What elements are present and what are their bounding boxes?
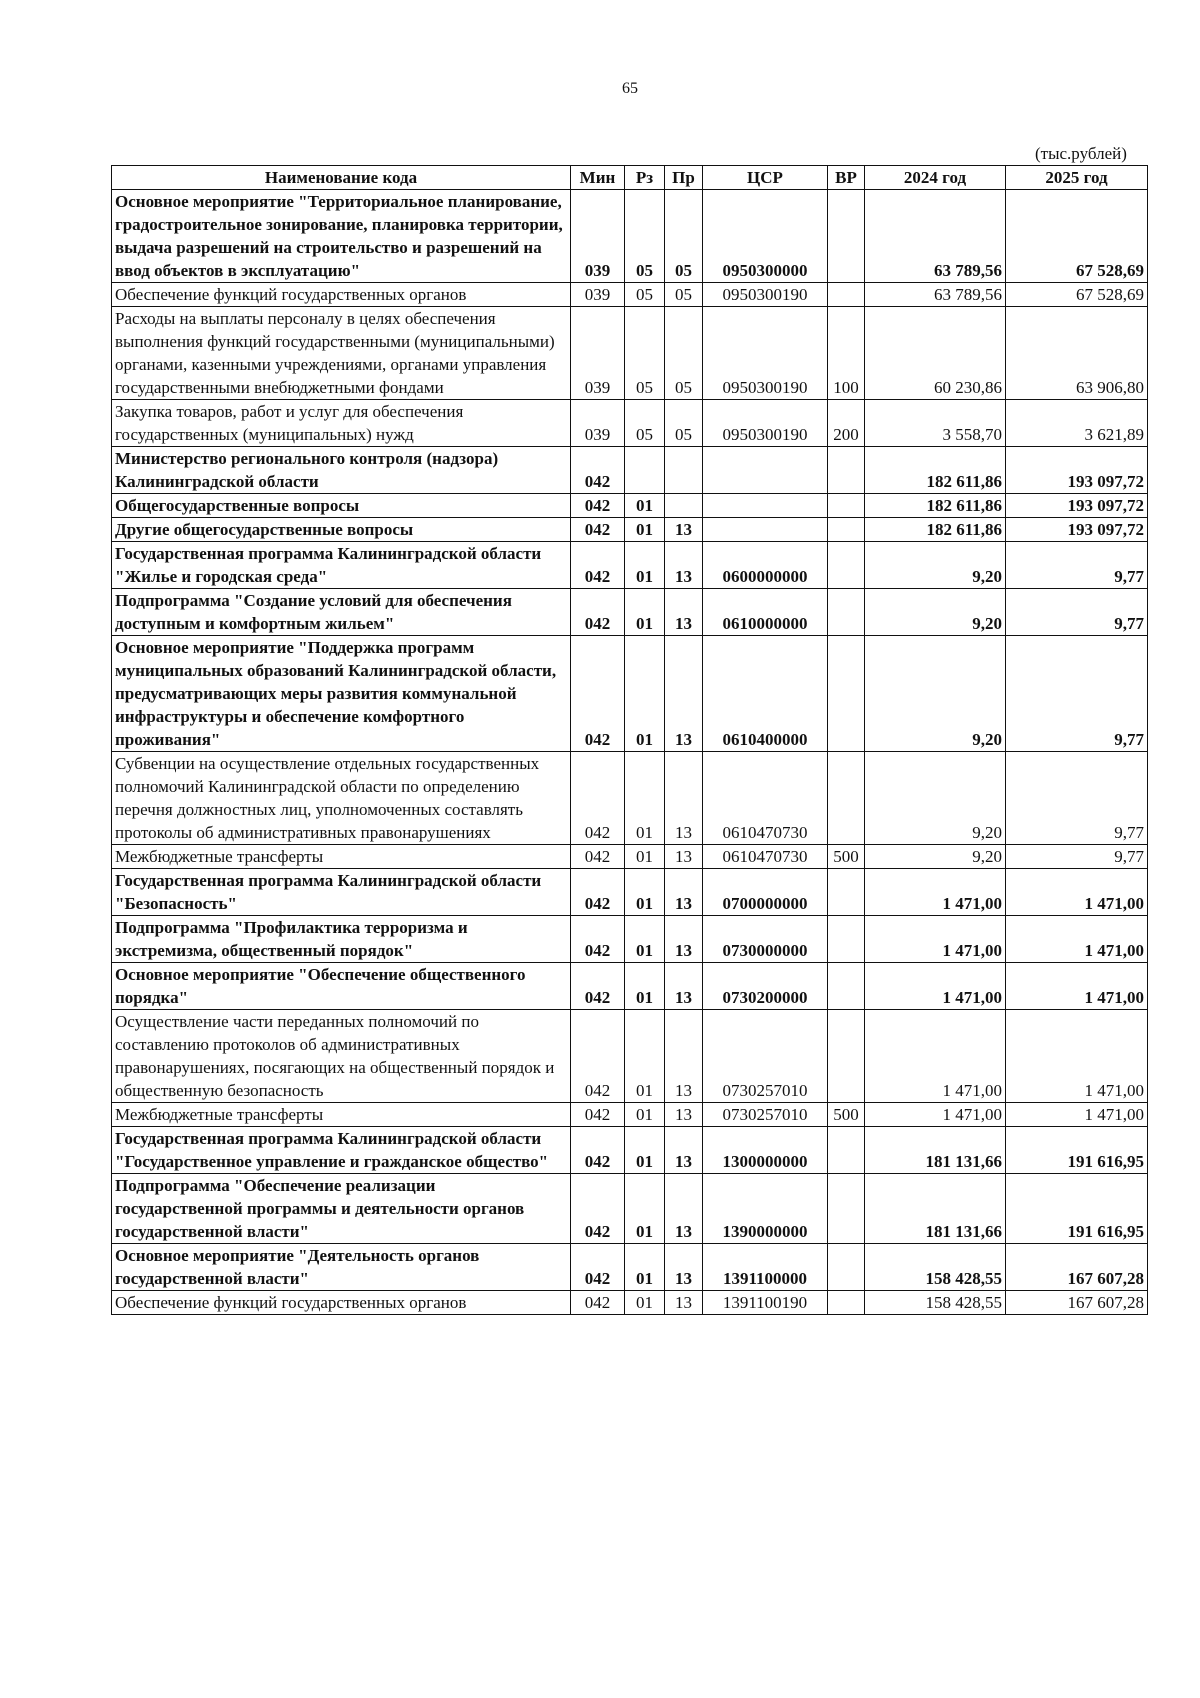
cell-name: Основное мероприятие "Поддержка программ муниципальных образований Калининградской области, предусматривающих меры развития коммунальной инфраструктуры и обеспечение комфортного проживания" (112, 636, 571, 752)
cell-pr: 13 (665, 1174, 703, 1244)
cell-min: 039 (571, 307, 625, 400)
cell-min: 042 (571, 869, 625, 916)
cell-2025: 9,77 (1006, 752, 1148, 845)
cell-2024: 3 558,70 (865, 400, 1006, 447)
cell-pr: 13 (665, 916, 703, 963)
cell-rz (625, 447, 665, 494)
cell-min: 042 (571, 916, 625, 963)
cell-csr: 1391100000 (703, 1244, 828, 1291)
cell-vr (828, 963, 865, 1010)
cell-vr (828, 518, 865, 542)
cell-pr: 13 (665, 1291, 703, 1315)
cell-min: 042 (571, 447, 625, 494)
cell-csr: 0950300190 (703, 307, 828, 400)
cell-min: 042 (571, 1103, 625, 1127)
table-row (112, 400, 1148, 447)
cell-vr (828, 636, 865, 752)
table-row (112, 916, 1148, 963)
table-row (112, 1174, 1148, 1244)
cell-2024: 9,20 (865, 542, 1006, 589)
cell-min: 042 (571, 518, 625, 542)
table-row (112, 589, 1148, 636)
table-row (112, 1291, 1148, 1315)
cell-vr (828, 494, 865, 518)
cell-2024: 9,20 (865, 589, 1006, 636)
cell-vr: 100 (828, 307, 865, 400)
table-row (112, 752, 1148, 845)
cell-name: Осуществление части переданных полномочий по составлению протоколов об административных правонарушениях, посягающих на общественный порядок и общественную безопасность (112, 1010, 571, 1103)
cell-pr: 13 (665, 752, 703, 845)
cell-name: Основное мероприятие "Обеспечение общественного порядка" (112, 963, 571, 1010)
cell-rz: 05 (625, 283, 665, 307)
cell-csr: 0730257010 (703, 1103, 828, 1127)
cell-name: Другие общегосударственные вопросы (112, 518, 571, 542)
cell-pr: 13 (665, 1127, 703, 1174)
cell-rz: 01 (625, 869, 665, 916)
cell-csr: 1390000000 (703, 1174, 828, 1244)
cell-vr (828, 589, 865, 636)
cell-csr: 0700000000 (703, 869, 828, 916)
table-row (112, 542, 1148, 589)
cell-name: Межбюджетные трансферты (112, 1103, 571, 1127)
cell-csr (703, 494, 828, 518)
table-row (112, 518, 1148, 542)
cell-rz: 01 (625, 1244, 665, 1291)
cell-2025: 9,77 (1006, 845, 1148, 869)
cell-min: 042 (571, 1174, 625, 1244)
cell-vr (828, 283, 865, 307)
cell-csr: 0610470730 (703, 752, 828, 845)
header-rz: Рз (625, 166, 665, 190)
cell-2024: 9,20 (865, 636, 1006, 752)
cell-csr: 0730257010 (703, 1010, 828, 1103)
cell-2024: 1 471,00 (865, 963, 1006, 1010)
cell-csr: 0610000000 (703, 589, 828, 636)
cell-rz: 01 (625, 1010, 665, 1103)
cell-vr (828, 916, 865, 963)
table-row (112, 845, 1148, 869)
cell-2024: 181 131,66 (865, 1174, 1006, 1244)
cell-2024: 1 471,00 (865, 1010, 1006, 1103)
cell-vr: 500 (828, 1103, 865, 1127)
cell-rz: 01 (625, 916, 665, 963)
cell-2024: 1 471,00 (865, 916, 1006, 963)
header-csr: ЦСР (703, 166, 828, 190)
cell-pr: 13 (665, 1103, 703, 1127)
cell-rz: 05 (625, 400, 665, 447)
cell-2024: 1 471,00 (865, 1103, 1006, 1127)
cell-min: 042 (571, 542, 625, 589)
cell-2024: 63 789,56 (865, 283, 1006, 307)
cell-2025: 67 528,69 (1006, 283, 1148, 307)
cell-name: Межбюджетные трансферты (112, 845, 571, 869)
cell-min: 042 (571, 1127, 625, 1174)
cell-csr: 0730000000 (703, 916, 828, 963)
cell-pr: 13 (665, 542, 703, 589)
cell-rz: 01 (625, 1103, 665, 1127)
cell-pr: 05 (665, 400, 703, 447)
cell-csr: 0610470730 (703, 845, 828, 869)
cell-name: Государственная программа Калининградской области "Безопасность" (112, 869, 571, 916)
cell-vr (828, 752, 865, 845)
cell-rz: 01 (625, 1127, 665, 1174)
table-row (112, 494, 1148, 518)
cell-2025: 1 471,00 (1006, 1103, 1148, 1127)
cell-min: 042 (571, 845, 625, 869)
table-row (112, 1127, 1148, 1174)
cell-2025: 191 616,95 (1006, 1174, 1148, 1244)
header-2024: 2024 год (865, 166, 1006, 190)
header-2025: 2025 год (1006, 166, 1148, 190)
table-row (112, 963, 1148, 1010)
cell-2025: 3 621,89 (1006, 400, 1148, 447)
header-row (112, 166, 1148, 190)
cell-min: 042 (571, 1010, 625, 1103)
cell-2025: 191 616,95 (1006, 1127, 1148, 1174)
cell-2024: 63 789,56 (865, 190, 1006, 283)
header-pr: Пр (665, 166, 703, 190)
cell-rz: 01 (625, 542, 665, 589)
cell-pr (665, 447, 703, 494)
cell-name: Обеспечение функций государственных органов (112, 1291, 571, 1315)
cell-2025: 67 528,69 (1006, 190, 1148, 283)
cell-rz: 01 (625, 963, 665, 1010)
table-row (112, 307, 1148, 400)
cell-rz: 01 (625, 752, 665, 845)
table-row (112, 869, 1148, 916)
cell-min: 042 (571, 1291, 625, 1315)
cell-pr: 13 (665, 518, 703, 542)
cell-csr (703, 447, 828, 494)
cell-name: Основное мероприятие "Деятельность органов государственной власти" (112, 1244, 571, 1291)
cell-rz: 01 (625, 494, 665, 518)
page-number: 65 (622, 80, 638, 97)
cell-vr (828, 1010, 865, 1103)
cell-min: 039 (571, 190, 625, 283)
cell-csr: 0950300190 (703, 400, 828, 447)
cell-vr (828, 1174, 865, 1244)
cell-csr: 1391100190 (703, 1291, 828, 1315)
table-row (112, 447, 1148, 494)
cell-min: 042 (571, 589, 625, 636)
cell-vr (828, 447, 865, 494)
cell-csr: 0950300190 (703, 283, 828, 307)
cell-2025: 1 471,00 (1006, 869, 1148, 916)
cell-rz: 01 (625, 518, 665, 542)
cell-pr: 13 (665, 636, 703, 752)
cell-csr (703, 518, 828, 542)
cell-2025: 9,77 (1006, 636, 1148, 752)
cell-2025: 167 607,28 (1006, 1291, 1148, 1315)
cell-rz: 01 (625, 845, 665, 869)
cell-csr: 1300000000 (703, 1127, 828, 1174)
cell-rz: 01 (625, 589, 665, 636)
cell-name: Расходы на выплаты персоналу в целях обеспечения выполнения функций государственными (муниципальными) органами, казенными учреждениями, органами управления государственными внебюджетными фондами (112, 307, 571, 400)
cell-2024: 182 611,86 (865, 494, 1006, 518)
cell-pr: 05 (665, 283, 703, 307)
cell-min: 042 (571, 636, 625, 752)
cell-csr: 0950300000 (703, 190, 828, 283)
cell-name: Министерство регионального контроля (надзора) Калининградской области (112, 447, 571, 494)
cell-2025: 167 607,28 (1006, 1244, 1148, 1291)
table-row (112, 190, 1148, 283)
table-row (112, 636, 1148, 752)
cell-2024: 182 611,86 (865, 447, 1006, 494)
cell-pr: 13 (665, 1244, 703, 1291)
cell-name: Закупка товаров, работ и услуг для обеспечения государственных (муниципальных) нужд (112, 400, 571, 447)
cell-csr: 0730200000 (703, 963, 828, 1010)
cell-2024: 158 428,55 (865, 1244, 1006, 1291)
cell-2024: 181 131,66 (865, 1127, 1006, 1174)
cell-name: Основное мероприятие "Территориальное планирование, градостроительное зонирование, планировка территории, выдача разрешений на строительство и разрешений на ввод объектов в эксплуатацию" (112, 190, 571, 283)
cell-min: 042 (571, 963, 625, 1010)
cell-2025: 193 097,72 (1006, 494, 1148, 518)
header-min: Мин (571, 166, 625, 190)
cell-pr: 13 (665, 845, 703, 869)
cell-name: Подпрограмма "Создание условий для обеспечения доступным и комфортным жильем" (112, 589, 571, 636)
cell-2025: 9,77 (1006, 589, 1148, 636)
cell-2024: 60 230,86 (865, 307, 1006, 400)
table-row (112, 1103, 1148, 1127)
cell-2025: 1 471,00 (1006, 1010, 1148, 1103)
cell-rz: 01 (625, 1291, 665, 1315)
budget-table (111, 165, 1148, 1315)
cell-2024: 9,20 (865, 845, 1006, 869)
table-row (112, 283, 1148, 307)
cell-pr: 05 (665, 307, 703, 400)
cell-min: 042 (571, 494, 625, 518)
cell-2025: 1 471,00 (1006, 963, 1148, 1010)
cell-csr: 0600000000 (703, 542, 828, 589)
cell-2024: 158 428,55 (865, 1291, 1006, 1315)
cell-pr: 13 (665, 869, 703, 916)
cell-rz: 05 (625, 190, 665, 283)
cell-vr (828, 542, 865, 589)
cell-2024: 182 611,86 (865, 518, 1006, 542)
units-label: (тыс.рублей) (1035, 144, 1127, 163)
cell-2025: 193 097,72 (1006, 518, 1148, 542)
cell-rz: 01 (625, 1174, 665, 1244)
cell-min: 042 (571, 752, 625, 845)
cell-vr (828, 1127, 865, 1174)
header-vr: ВР (828, 166, 865, 190)
cell-pr: 13 (665, 589, 703, 636)
cell-pr: 13 (665, 963, 703, 1010)
cell-vr (828, 190, 865, 283)
cell-pr: 13 (665, 1010, 703, 1103)
cell-name: Государственная программа Калининградской области "Государственное управление и гражданское общество" (112, 1127, 571, 1174)
cell-csr: 0610400000 (703, 636, 828, 752)
cell-name: Государственная программа Калининградской области "Жилье и городская среда" (112, 542, 571, 589)
cell-min: 042 (571, 1244, 625, 1291)
cell-vr: 500 (828, 845, 865, 869)
cell-vr (828, 1244, 865, 1291)
cell-2025: 9,77 (1006, 542, 1148, 589)
cell-name: Подпрограмма "Профилактика терроризма и экстремизма, общественный порядок" (112, 916, 571, 963)
cell-rz: 01 (625, 636, 665, 752)
cell-2025: 193 097,72 (1006, 447, 1148, 494)
cell-name: Субвенции на осуществление отдельных государственных полномочий Калининградской области по определению перечня должностных лиц, уполномоченных составлять протоколы об административных правонарушениях (112, 752, 571, 845)
cell-vr (828, 869, 865, 916)
header-name: Наименование кода (112, 166, 571, 190)
cell-min: 039 (571, 400, 625, 447)
cell-rz: 05 (625, 307, 665, 400)
cell-vr: 200 (828, 400, 865, 447)
cell-2025: 63 906,80 (1006, 307, 1148, 400)
cell-2024: 9,20 (865, 752, 1006, 845)
cell-name: Подпрограмма "Обеспечение реализации государственной программы и деятельности органов государственной власти" (112, 1174, 571, 1244)
cell-pr: 05 (665, 190, 703, 283)
cell-2025: 1 471,00 (1006, 916, 1148, 963)
table-row (112, 1010, 1148, 1103)
cell-min: 039 (571, 283, 625, 307)
cell-2024: 1 471,00 (865, 869, 1006, 916)
table-row (112, 1244, 1148, 1291)
cell-vr (828, 1291, 865, 1315)
cell-name: Общегосударственные вопросы (112, 494, 571, 518)
cell-pr (665, 494, 703, 518)
cell-name: Обеспечение функций государственных органов (112, 283, 571, 307)
